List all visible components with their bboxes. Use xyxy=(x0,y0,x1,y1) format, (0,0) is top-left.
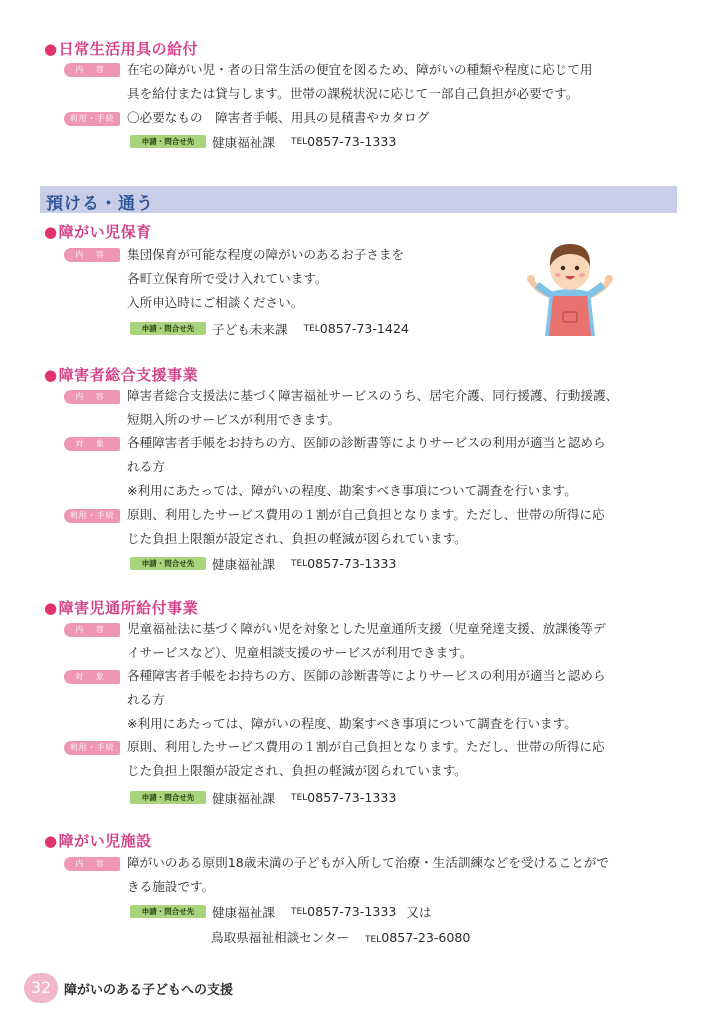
daily-goods-procedure: 〇必要なもの 障害者手帳、用具の見積書やカタログ xyxy=(127,110,430,125)
section-title-facility: ●障がい児施設 xyxy=(44,832,152,850)
section-title-support-act: ●障害者総合支援事業 xyxy=(44,366,199,384)
category-band xyxy=(40,186,677,213)
support-act-contact: 申請・問合せ先 健康福祉課 TEL0857-73-1333 xyxy=(130,553,396,575)
day-service-content: 児童福祉法に基づく障がい児を対象とした児童通所支援（児童発達支援、放課後等デ イサービスなど）、児童相談支援のサービスが利用できます。 xyxy=(127,621,606,660)
section-title-day-service: ●障害児通所給付事業 xyxy=(44,599,199,617)
day-service-contact: 申請・問合せ先 健康福祉課 TEL0857-73-1333 xyxy=(130,787,396,809)
facility-content: 障がいのある原則18歳未満の子どもが入所して治療・生活訓練などを受けることがで きる施設です。 xyxy=(127,855,609,894)
day-service-procedure: 原則、利用したサービス費用の１割が自己負担となります。ただし、世帯の所得に応 じた負担上限額が設定され、負担の軽減が図られています。 xyxy=(127,739,605,778)
child-with-apron-icon xyxy=(525,236,615,340)
support-act-procedure: 原則、利用したサービス費用の１割が自己負担となります。ただし、世帯の所得に応 じた負担上限額が設定され、負担の軽減が図られています。 xyxy=(127,507,605,546)
tag-content: 内 容 xyxy=(64,390,120,404)
facility-contact-secondary: 鳥取県福祉相談センター TEL0857-23-6080 xyxy=(211,930,471,945)
bullet-icon: ● xyxy=(44,599,58,617)
tag-target: 対 象 xyxy=(64,670,120,684)
daily-goods-contact: 申請・問合せ先 健康福祉課 TEL0857-73-1333 xyxy=(130,131,396,153)
phone-number: 0857-73-1424 xyxy=(319,321,409,336)
tag-content: 内 容 xyxy=(64,623,120,637)
contact-tag: 申請・問合せ先 xyxy=(130,791,206,804)
tag-content: 内 容 xyxy=(64,248,120,262)
tag-procedure: 利用・手続 xyxy=(64,112,120,126)
page-number: 32 xyxy=(24,973,58,1003)
bullet-icon: ● xyxy=(44,40,58,58)
tag-content: 内 容 xyxy=(64,63,120,77)
tag-target: 対 象 xyxy=(64,437,120,451)
day-service-target: 各種障害者手帳をお持ちの方、医師の診断書等によりサービスの利用が適当と認めら れる方 ※利用にあたっては、障がいの程度、勘案すべき事項について調査を行います。 xyxy=(127,668,606,731)
bullet-icon: ● xyxy=(44,223,58,241)
page-footer xyxy=(24,973,233,1003)
bullet-icon: ● xyxy=(44,832,58,850)
category-title: 預ける・通う xyxy=(46,194,154,214)
tag-content: 内 容 xyxy=(64,857,120,871)
nursery-content: 集団保育が可能な程度の障がいのあるお子さまを 各町立保育所で受け入れています。 入所申込時にご相談ください。 xyxy=(127,247,405,310)
nursery-contact: 申請・問合せ先 子ども未来課 TEL0857-73-1424 xyxy=(130,318,409,340)
bullet-icon: ● xyxy=(44,366,58,384)
support-act-target: 各種障害者手帳をお持ちの方、医師の診断書等によりサービスの利用が適当と認めら れる方 ※利用にあたっては、障がいの程度、勘案すべき事項について調査を行います。 xyxy=(127,435,606,498)
phone-number: 0857-73-1333 xyxy=(307,904,397,919)
facility-contact: 申請・問合せ先 健康福祉課 TEL0857-73-1333 又は xyxy=(130,901,432,923)
phone-number: 0857-73-1333 xyxy=(307,790,397,805)
section-title-daily-goods: ●日常生活用具の給付 xyxy=(44,40,199,58)
contact-tag: 申請・問合せ先 xyxy=(130,322,206,335)
tag-procedure: 利用・手続 xyxy=(64,741,120,755)
contact-tag: 申請・問合せ先 xyxy=(130,557,206,570)
phone-number: 0857-73-1333 xyxy=(307,134,397,149)
phone-number: 0857-23-6080 xyxy=(381,930,471,945)
tag-procedure: 利用・手続 xyxy=(64,509,120,523)
footer-title: 障がいのある子どもへの支援 xyxy=(64,982,234,998)
daily-goods-content: 在宅の障がい児・者の日常生活の便宜を図るため、障がいの種類や程度に応じて用 具を給付または貸与します。世帯の課税状況に応じて一部自己負担が必要です。 xyxy=(127,62,593,101)
contact-tag: 申請・問合せ先 xyxy=(130,135,206,148)
phone-number: 0857-73-1333 xyxy=(307,556,397,571)
section-title-nursery: ●障がい児保育 xyxy=(44,223,152,241)
support-act-content: 障害者総合支援法に基づく障害福祉サービスのうち、居宅介護、同行援護、行動援護、 短期入所のサービスが利用できます。 xyxy=(127,388,619,427)
contact-tag: 申請・問合せ先 xyxy=(130,905,206,918)
